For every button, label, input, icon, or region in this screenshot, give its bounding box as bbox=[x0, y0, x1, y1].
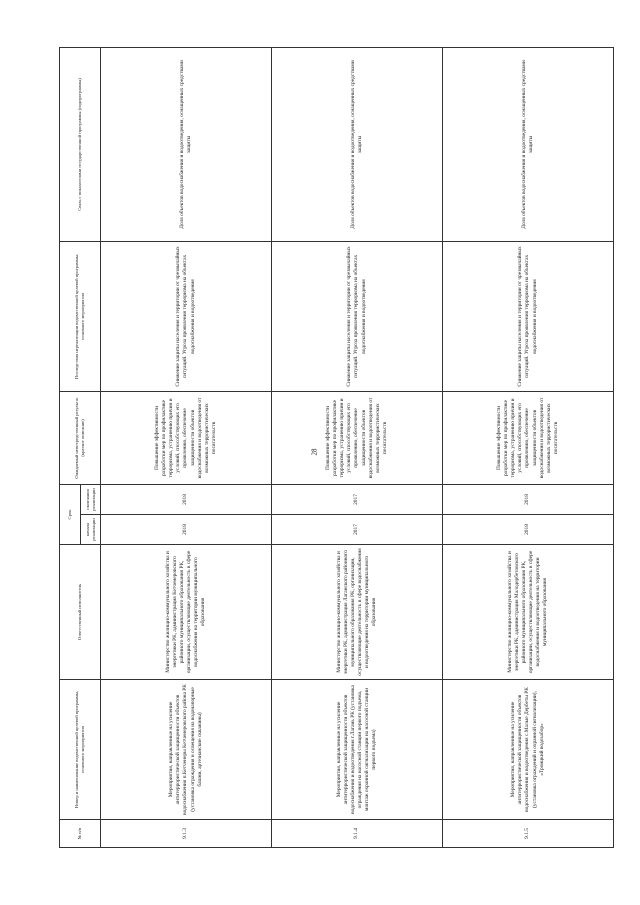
cell-goal: Снижение защиты населения и территории от чрезвычайных ситуаций. Угроза проявления терроризма на объектах водоснабжения и водоотведения bbox=[272, 241, 443, 391]
cell-link: Доля объектов водоснабжения и водоотведения, оснащенных средствами защиты bbox=[101, 47, 272, 241]
cell-executor: Министерство жилищно-коммунального хозяйства и энергетики РК, администрация Малодербетовского районного муниципального образования РК, организации, осуществляющие деятельность в сфере водоснабжения и водоотведения на территории муниципального образования bbox=[443, 545, 614, 680]
cell-goal: Снижение защиты населения и территории от чрезвычайных ситуаций. Угроза проявления терроризма на объектах водоснабжения и водоотведения bbox=[443, 241, 614, 391]
cell-num: 9.1.3 bbox=[101, 820, 272, 848]
cell-start: 2018 bbox=[443, 515, 614, 545]
cell-end: 2018 bbox=[101, 484, 272, 514]
cell-executor: Министерство жилищно-коммунального хозяйства и энергетики РК, администрация Лаганского районного муниципального образования РК, организации, осуществляющие деятельность в сфере водоснабжения и водоотведения на территории муниципального образования bbox=[272, 545, 443, 680]
cell-goal: Снижение защиты населения и территории от чрезвычайных ситуаций. Угроза проявления терроризма на объектах водоснабжения и водоотведения bbox=[101, 241, 272, 391]
cell-name: Мероприятия, направленные на усиление антитеррористической защищенности объектов водоснабжения п.Кетченеры Кетченеровского района РК (установка ограждения и освещения на водонапорные башни, артезианские скважины) bbox=[101, 680, 272, 820]
header-end: окончания реализации bbox=[81, 484, 101, 514]
cell-result: Повышение эффективности разработки мер по профилактике терроризма, устранению причин и условий, способствующих его проявлению, обеспечение защищенности объектов водоснабжения и водоотведения от возможных террористических посягательств bbox=[443, 391, 614, 484]
cell-end: 2017 bbox=[272, 484, 443, 514]
cell-result: Повышение эффективности разработки мер по профилактике терроризма, устранению причин и условий, способствующих его проявлению, обеспечение защищенности объектов водоснабжения и водоотведения от возможных террористических посягательств bbox=[272, 391, 443, 484]
cell-num: 9.1.5 bbox=[443, 820, 614, 848]
cell-num: 9.1.4 bbox=[272, 820, 443, 848]
header-start: начала реализации bbox=[81, 515, 101, 545]
table-row bbox=[272, 47, 443, 847]
header-goal: Последствия нереализации ведомственной целевой программы, основного мероприятия bbox=[60, 241, 101, 391]
cell-link: Доля объектов водоснабжения и водоотведения, оснащенных средствами защиты bbox=[443, 47, 614, 241]
header-term: Срок bbox=[60, 484, 81, 544]
header-link: Связь с показателями государственной программы (подпрограммы) bbox=[60, 47, 101, 241]
cell-start: 2017 bbox=[272, 515, 443, 545]
program-table bbox=[59, 47, 614, 848]
cell-executor: Министерство жилищно-коммунального хозяйства и энергетики РК, администрация Кетченеровского районного муниципального образования РК, организации, осуществляющие деятельность в сфере водоснабжения на территории муниципального образования bbox=[101, 545, 272, 680]
table-row bbox=[443, 47, 614, 847]
page-number: 28 bbox=[310, 448, 319, 456]
header-result: Ожидаемый непосредственный результат (краткое описание) bbox=[60, 391, 101, 484]
header-executor: Ответственный исполнитель bbox=[60, 545, 101, 680]
cell-start: 2018 bbox=[101, 515, 272, 545]
cell-name: Мероприятия, направленные на усиление антитеррористической защищенности объектов водоснабжения и водоотведения с.Малые Дербеты РК (установка ограждений и охранной сигнализации), «Троицкий водозабор» bbox=[443, 680, 614, 820]
table-row bbox=[101, 47, 272, 847]
rotated-table-container bbox=[59, 48, 601, 848]
cell-link: Доля объектов водоснабжения и водоотведения, оснащенных средствами защиты bbox=[272, 47, 443, 241]
cell-result: Повышение эффективности разработки мер по профилактике терроризма, устранению причин и условий, способствующих его проявлению, обеспечение защищенности объектов водоснабжения и водоотведения от возможных террористических посягательств bbox=[101, 391, 272, 484]
cell-name: Мероприятия, направленные на усиление антитеррористической защищенности объектов водоснабжения и водоотведения г.Лагань РК (установка ограждения на насосной станции первого подъема, монтаж охранной сигнализации на насосной станции первого подъема) bbox=[272, 680, 443, 820]
cell-end: 2018 bbox=[443, 484, 614, 514]
header-num: № п/п bbox=[60, 820, 101, 848]
header-name: Номер и наименование ведомственной целевой программы, основного мероприятия bbox=[60, 680, 101, 820]
